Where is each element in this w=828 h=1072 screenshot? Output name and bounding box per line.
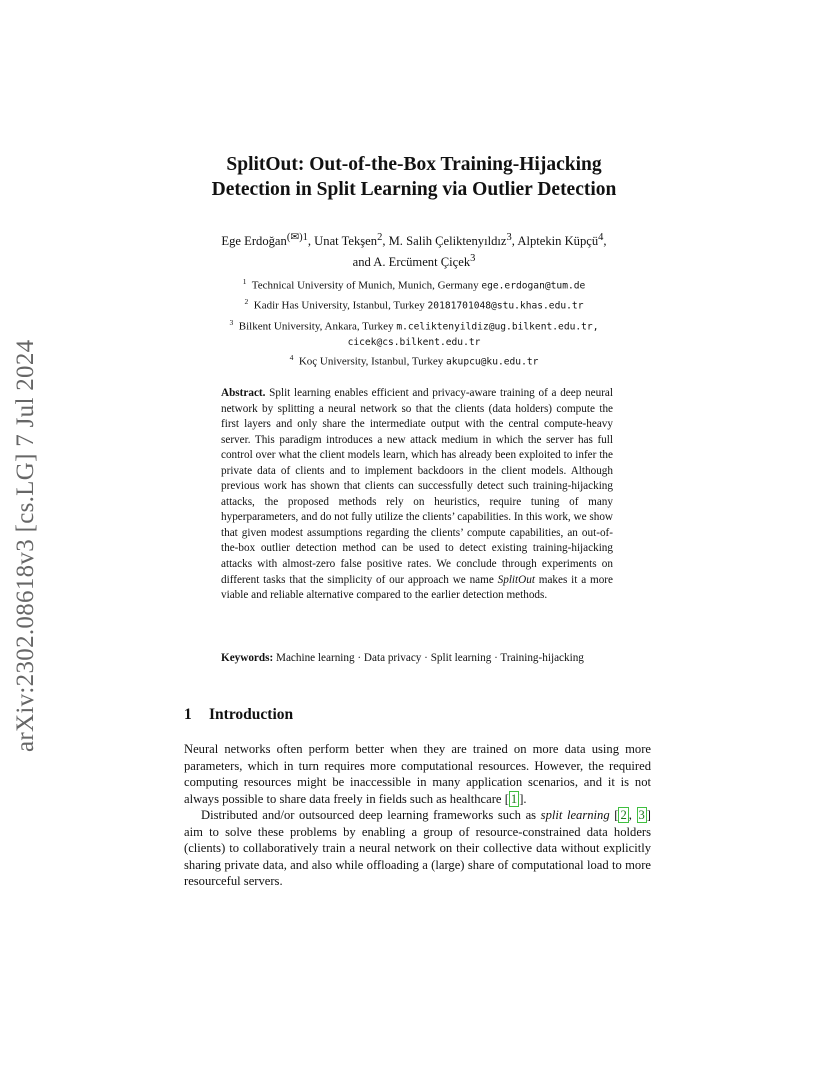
paragraph-emphasis: split learning bbox=[540, 808, 610, 822]
affiliation-mark: 3 bbox=[470, 253, 476, 265]
keywords bbox=[221, 651, 613, 667]
affiliation-email[interactable]: 20181701048@stu.khas.edu.tr bbox=[427, 300, 584, 312]
section-heading bbox=[184, 706, 293, 724]
affiliation-text: Koç University, Istanbul, Turkey bbox=[298, 356, 444, 368]
abstract-label: Abstract. bbox=[221, 387, 266, 399]
affiliation-4 bbox=[120, 350, 708, 370]
keywords-text: Machine learning · Data privacy · Split learning · Training-hijacking bbox=[273, 652, 584, 664]
affiliation-mark: 3 bbox=[506, 232, 512, 243]
citation-bracket: [ bbox=[609, 808, 619, 822]
citation-link[interactable]: 3 bbox=[638, 808, 645, 822]
keywords-label: Keywords: bbox=[221, 652, 274, 664]
affiliation-number: 2 bbox=[244, 297, 249, 307]
affiliation-text: Technical University of Munich, Munich, Germany bbox=[251, 279, 479, 292]
author-name: Ege Erdoğan bbox=[221, 234, 287, 249]
paragraph-text: Distributed and/or outsourced deep learning frameworks such as bbox=[201, 808, 541, 822]
author-line-1 bbox=[120, 229, 708, 250]
affiliation-email[interactable]: ege.erdogan@tum.de bbox=[481, 280, 586, 292]
author-name: , Alptekin Küpçü bbox=[511, 234, 599, 249]
affiliation-email[interactable]: cicek@cs.bilkent.edu.tr bbox=[347, 336, 481, 348]
author-list bbox=[120, 229, 708, 271]
paragraph-text: Neural networks often perform better when they are trained on more data using more parameters, which in turn requires more computational resources. However, the required computing resources might be inaccessible in many application scenarios, and it is not always possible to share data freely in fields such as healthcare bbox=[184, 742, 651, 806]
paragraph-text: . bbox=[523, 791, 527, 806]
affiliation-mark: 2 bbox=[377, 232, 383, 243]
author-line-2 bbox=[120, 250, 708, 271]
affiliation-mark: 4 bbox=[598, 232, 604, 243]
paragraph bbox=[184, 807, 651, 890]
author-name: , Unat Tekşen bbox=[307, 234, 378, 249]
abstract-emphasis: SplitOut bbox=[497, 573, 535, 586]
citation-link[interactable]: 2 bbox=[620, 808, 627, 822]
affiliation-email[interactable]: m.celiktenyildiz@ug.bilkent.edu.tr, bbox=[396, 321, 599, 333]
title-line-2: Detection in Split Learning via Outlier Detection bbox=[211, 179, 617, 200]
corresponding-author-mark: (✉)1 bbox=[286, 232, 308, 243]
affiliation-email[interactable]: akupcu@ku.edu.tr bbox=[446, 357, 539, 368]
affiliation-text: Kadir Has University, Istanbul, Turkey bbox=[253, 299, 425, 312]
affiliation-number: 4 bbox=[289, 353, 294, 363]
section-number: 1 bbox=[184, 706, 192, 723]
abstract bbox=[221, 386, 613, 604]
paragraph: Neural networks often perform better when they are trained on more data using more parameters, which in turn requires more computational resources. However, the required computing resources might be inaccessible in many application scenarios, and it is not always possible to share data freely in fields such as healthcare [ 1 ]. bbox=[184, 742, 651, 806]
abstract-text-end: makes it a more viable and reliable alternative compared to the earlier detection methods. bbox=[221, 573, 613, 602]
section-title: Introduction bbox=[209, 706, 294, 723]
affiliation-3-continued bbox=[120, 335, 708, 351]
citation-bracket: ] bbox=[646, 808, 651, 822]
separator: , bbox=[603, 234, 607, 249]
paper-title bbox=[120, 152, 708, 202]
arxiv-identifier: arXiv:2302.08618v3 [cs.LG] 7 Jul 2024 bbox=[12, 339, 39, 752]
affiliation-number: 1 bbox=[242, 277, 247, 286]
citation-link[interactable]: 1 bbox=[510, 791, 518, 806]
author-name: and A. Ercüment Çiçek bbox=[352, 255, 471, 270]
affiliation-3 bbox=[120, 315, 708, 335]
abstract-text: Split learning enables efficient and privacy-aware training of a deep neural network by splitting a neural network so that the clients (data holders) compute the first layers and only share the intermediate output with the central compute-heavy server. This paradigm introduces a new attack medium in which the server has full control over what the client models learn, which has already been exploited to infer the private data of clients and to implement backdoors in the client models. Although previous work has shown that clients can successfully detect such training-hijacking attacks, the proposed methods rely on heuristics, require tuning of many hyperparameters, and do not fully utilize the clients’ capabilities. In this work, we show that given modest assumptions regarding the clients’ compute capabilities, an out-of-the-box outlier detection method can be used to detect existing training-hijacking attacks with almost-zero false positive rates. We conclude through experiments on different tasks that the simplicity of our approach we name bbox=[221, 387, 613, 586]
title-line-1: SplitOut: Out-of-the-Box Training-Hijacking bbox=[226, 154, 602, 175]
affiliation-1 bbox=[120, 274, 708, 294]
citation-separator: , bbox=[628, 808, 637, 822]
affiliation-number: 3 bbox=[229, 317, 234, 327]
author-name: , M. Salih Çeliktenyıldız bbox=[382, 234, 507, 249]
paragraph-text: aim to solve these problems by enabling a group of resource-constrained data holders (clients) to collaboratively train a neural network on their collective data without explicitly sharing private data, and also while offloading a (large) share of computational load to more resourceful servers. bbox=[184, 824, 651, 888]
affiliation-text: Bilkent University, Ankara, Turkey bbox=[238, 320, 394, 333]
introduction-body bbox=[184, 741, 651, 890]
affiliation-2 bbox=[120, 294, 708, 314]
affiliation-list bbox=[120, 274, 708, 371]
